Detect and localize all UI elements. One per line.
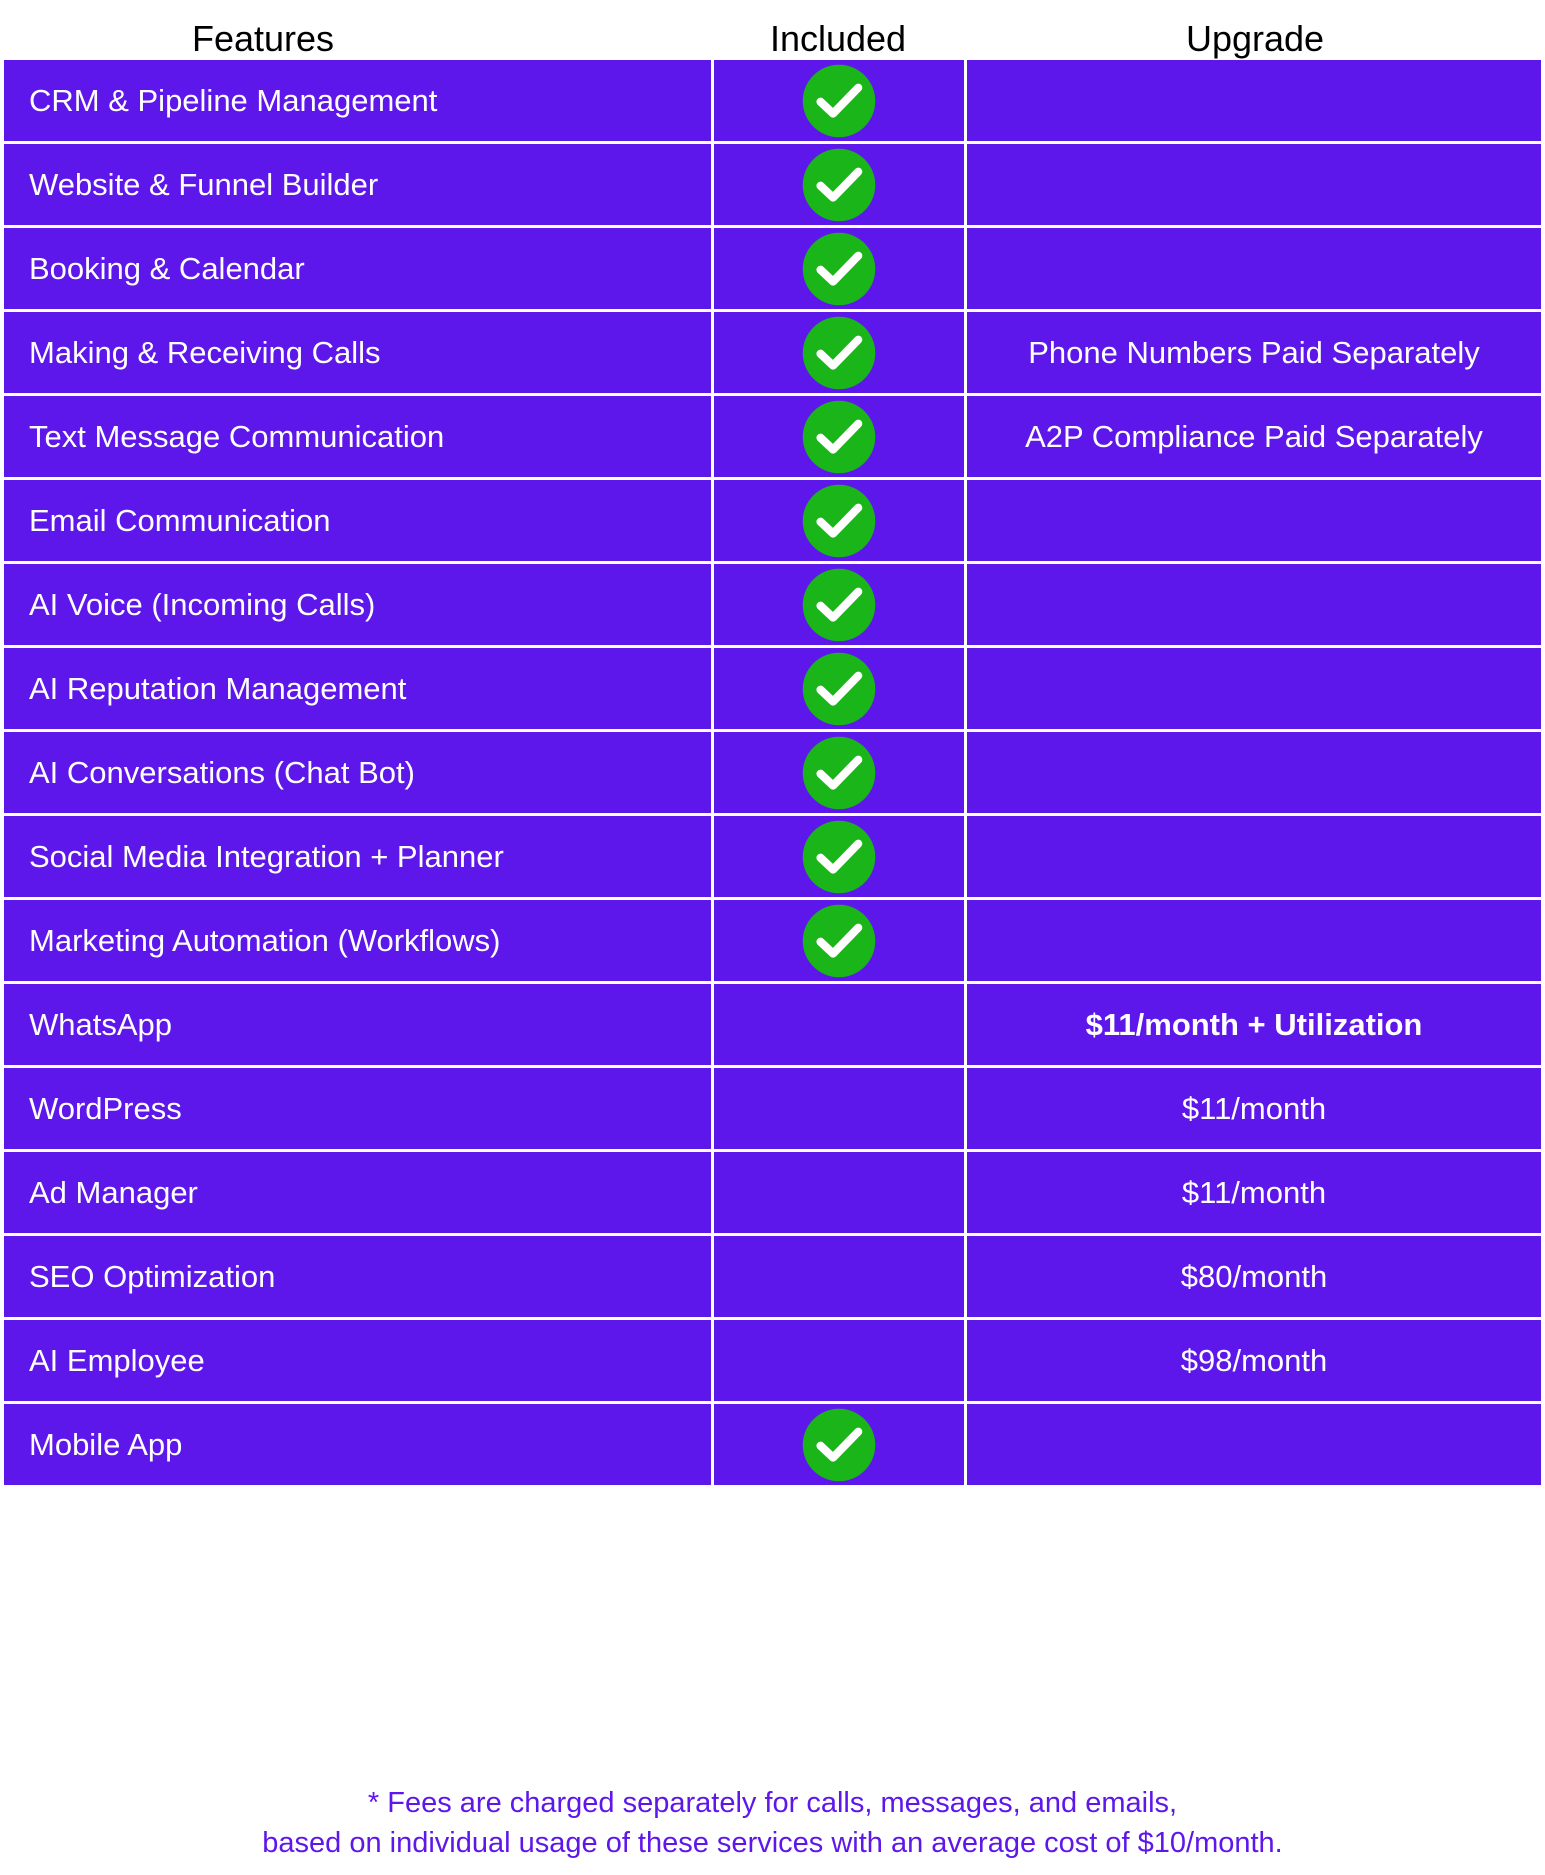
feature-cell [4,648,711,729]
footnote-line-2: based on individual usage of these services with an average cost of $10/month. [262,1827,1283,1859]
included-cell [714,732,964,813]
feature-label: Ad Manager [29,1174,198,1210]
table-row [0,732,1545,829]
table-row [0,1068,1545,1165]
feature-cell [4,60,711,141]
feature-cell [4,984,711,1065]
table-row [0,312,1545,409]
check-circle-icon [802,736,876,810]
feature-label: SEO Optimization [29,1258,276,1294]
upgrade-cell [967,564,1541,645]
included-cell [714,816,964,897]
check-circle-icon [802,904,876,978]
check-circle-icon [802,652,876,726]
upgrade-label: $98/month [1180,1342,1328,1378]
feature-label: CRM & Pipeline Management [29,82,438,118]
footnote [0,1783,1545,1863]
included-cell [714,1320,964,1401]
upgrade-label: $11/month [1181,1090,1327,1126]
included-cell [714,312,964,393]
upgrade-cell [967,900,1541,981]
feature-cell [4,1404,711,1485]
upgrade-cell [967,1404,1541,1485]
upgrade-cell [967,984,1541,1065]
feature-label: AI Reputation Management [29,670,407,706]
feature-cell [4,1068,711,1149]
upgrade-cell [967,396,1541,477]
table-row [0,396,1545,493]
included-cell [714,984,964,1065]
feature-cell [4,564,711,645]
feature-cell [4,144,711,225]
included-cell [714,144,964,225]
included-cell [714,396,964,477]
upgrade-cell [967,816,1541,897]
feature-label: AI Conversations (Chat Bot) [29,754,415,790]
upgrade-cell [967,144,1541,225]
table-row [0,144,1545,241]
check-circle-icon [802,316,876,390]
included-cell [714,564,964,645]
check-circle-icon [802,820,876,894]
upgrade-label: $11/month + Utilization [1085,1006,1423,1042]
included-cell [714,1152,964,1233]
feature-cell [4,480,711,561]
table-row [0,228,1545,325]
check-circle-icon [802,484,876,558]
included-cell [714,60,964,141]
feature-label: AI Voice (Incoming Calls) [29,586,376,622]
feature-label: Website & Funnel Builder [29,166,379,202]
upgrade-label: Phone Numbers Paid Separately [1028,334,1480,370]
upgrade-cell [967,1236,1541,1317]
feature-label: Email Communication [29,502,331,538]
upgrade-cell [967,732,1541,813]
feature-cell [4,312,711,393]
feature-cell [4,1320,711,1401]
feature-label: Booking & Calendar [29,250,305,286]
upgrade-cell [967,1068,1541,1149]
feature-cell [4,396,711,477]
table-row [0,1404,1545,1501]
included-cell [714,900,964,981]
feature-label: WhatsApp [29,1006,173,1042]
table-row [0,480,1545,577]
upgrade-cell [967,1152,1541,1233]
header-included: Included [769,18,907,59]
included-cell [714,1404,964,1485]
table-row [0,1152,1545,1249]
feature-label: Mobile App [29,1426,183,1462]
check-circle-icon [802,64,876,138]
table-row [0,648,1545,745]
feature-label: AI Employee [29,1342,205,1378]
table-row [0,60,1545,157]
upgrade-label: A2P Compliance Paid Separately [1025,418,1483,454]
feature-label: Text Message Communication [29,418,445,454]
upgrade-label: $11/month [1181,1174,1327,1210]
upgrade-cell [967,648,1541,729]
feature-label: Social Media Integration + Planner [29,838,504,874]
header-features: Features [191,18,335,59]
feature-label: WordPress [29,1090,182,1126]
included-cell [714,648,964,729]
included-cell [714,1236,964,1317]
feature-label: Making & Receiving Calls [29,334,381,370]
upgrade-label: $80/month [1180,1258,1328,1294]
included-cell [714,1068,964,1149]
feature-cell [4,228,711,309]
check-circle-icon [802,400,876,474]
upgrade-cell [967,1320,1541,1401]
upgrade-cell [967,312,1541,393]
table-row [0,1320,1545,1417]
check-circle-icon [802,232,876,306]
footnote-line-1: * Fees are charged separately for calls, messages, and emails, [367,1787,1178,1819]
upgrade-cell [967,228,1541,309]
check-circle-icon [802,148,876,222]
included-cell [714,228,964,309]
upgrade-cell [967,480,1541,561]
table-row [0,1236,1545,1333]
header-upgrade: Upgrade [1185,18,1325,59]
feature-cell [4,1236,711,1317]
table-row [0,984,1545,1081]
table-row [0,900,1545,997]
feature-cell [4,816,711,897]
feature-cell [4,1152,711,1233]
table-row [0,816,1545,913]
feature-cell [4,732,711,813]
check-circle-icon [802,1408,876,1482]
included-cell [714,480,964,561]
table-row [0,564,1545,661]
upgrade-cell [967,60,1541,141]
feature-label: Marketing Automation (Workflows) [29,922,501,958]
check-circle-icon [802,568,876,642]
feature-cell [4,900,711,981]
